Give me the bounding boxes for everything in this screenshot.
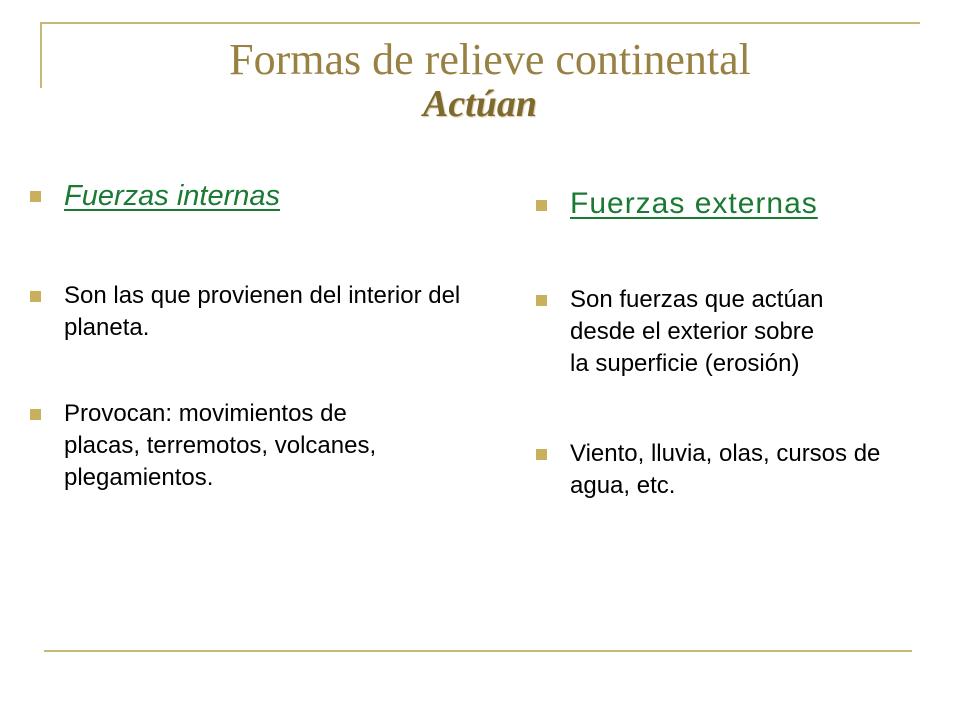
right-item-text: Son fuerzas que actúan desde el exterior sobre la superficie (erosión)	[570, 286, 824, 377]
square-bullet-icon	[536, 449, 547, 460]
frame-bottom-line	[44, 650, 912, 652]
left-heading: Fuerzas internas	[64, 180, 280, 212]
square-bullet-icon	[30, 191, 41, 202]
right-list-item	[536, 438, 916, 502]
left-item-text: Provocan: movimientos de placas, terremotos, volcanes, plegamientos.	[64, 400, 377, 491]
left-item-text: Son las que provienen del interior del planeta.	[64, 282, 461, 341]
slide-title	[0, 36, 960, 125]
square-bullet-icon	[30, 291, 41, 302]
right-heading-item	[536, 186, 916, 224]
right-item-text: Viento, lluvia, olas, cursos de agua, etc.	[570, 440, 881, 499]
right-heading: Fuerzas externas	[570, 187, 818, 220]
right-column	[536, 186, 916, 502]
left-list-item	[30, 280, 484, 344]
title-subtitle: Actúan	[422, 82, 538, 125]
left-heading-item	[30, 178, 450, 214]
left-list-item	[30, 398, 450, 494]
title-main: Formas de relieve continental	[229, 35, 751, 84]
square-bullet-icon	[536, 200, 547, 211]
left-column	[30, 178, 461, 494]
square-bullet-icon	[30, 409, 41, 420]
right-list-item	[536, 284, 916, 380]
square-bullet-icon	[536, 295, 547, 306]
frame-top-line	[40, 22, 920, 24]
